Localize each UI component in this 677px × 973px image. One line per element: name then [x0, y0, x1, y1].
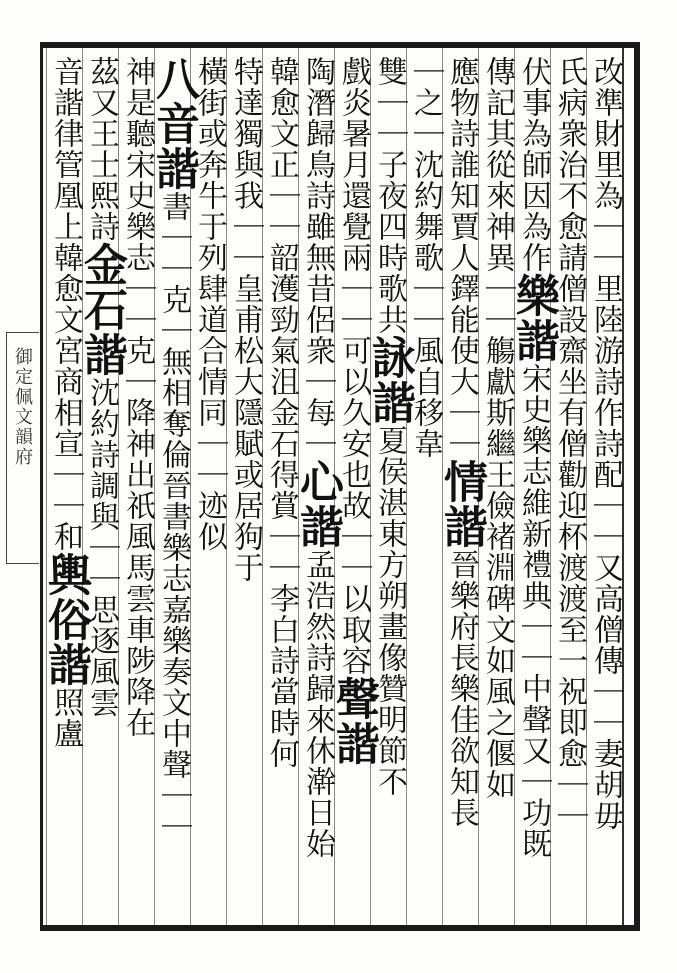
section-heading: 石: [76, 287, 127, 332]
column-text: 孟浩然詩歸來休澣日始: [300, 549, 335, 859]
text-column: [228, 56, 262, 916]
fold-margin-title: 御定佩文韻府: [12, 347, 33, 467]
section-heading: 音: [148, 101, 199, 146]
column-text: 氏病衆治不愈請僧設齋坐有僧勸迎杯渡渡至一祝即愈｜｜: [552, 56, 587, 831]
text-column: [588, 56, 622, 916]
column-text: ｜之｜沈約舞歌｜｜風自移韋: [408, 56, 443, 459]
column-text: 照盧: [48, 687, 83, 749]
section-heading: 諧: [328, 721, 379, 766]
fold-margin: [0, 42, 40, 931]
section-heading: 諧: [364, 380, 415, 425]
column-text: 傳記其從來神異｜｜觴獻斯繼王儉褚淵碑文如風之偃如: [480, 56, 515, 800]
section-heading: 輿: [40, 552, 91, 597]
text-column: [552, 56, 586, 916]
section-heading: 諧: [148, 146, 199, 191]
bottom-frame-rule: [40, 925, 640, 931]
section-heading: 諧: [508, 318, 559, 363]
text-column: [292, 56, 343, 916]
column-text: 韓愈文正｜｜韶濩勁氣沮金石: [264, 56, 299, 459]
column-text: 宋史樂志維新禮典｜｜中聲又｜功既: [516, 363, 551, 859]
column-text: 應物詩誰知賈人鐸能使大｜｜: [444, 56, 479, 459]
column-text: 戲炎暑月還覺兩｜｜可以久安也故｜｜以取容: [336, 56, 371, 676]
section-heading: 諧: [436, 504, 487, 549]
column-text: 夏侯湛東方朔畫像贊明節不: [372, 425, 407, 797]
column-text: 得賞｜｜李白詩當時何: [264, 459, 299, 769]
column-text: 雙｜｜子夜四時歌共: [372, 56, 407, 335]
text-column: [508, 56, 559, 916]
text-column: [436, 56, 487, 916]
section-heading: 諧: [76, 332, 127, 377]
column-text: 陶潛歸鳥詩雖無昔侶衆｜每｜: [300, 56, 335, 459]
section-heading: 八: [148, 56, 199, 101]
section-heading: 心: [292, 459, 343, 504]
column-rule: [46, 48, 47, 925]
column-text: 改準財里為｜｜里陸游詩作詩配｜｜又高僧傳｜｜妻胡毋: [588, 56, 623, 831]
section-heading: 詠: [364, 335, 415, 380]
text-column: [264, 56, 298, 916]
column-text: 音諧律管凰: [48, 56, 83, 211]
section-heading: 金: [76, 242, 127, 287]
section-heading: 聲: [328, 676, 379, 721]
text-column: [148, 56, 199, 916]
text-column: [364, 56, 415, 916]
section-heading: 樂: [508, 273, 559, 318]
column-text: 上韓愈文宮商相宣｜｜和: [48, 211, 83, 552]
section-heading: 諧: [40, 642, 91, 687]
text-column: [76, 56, 127, 916]
column-text: 沈約詩調與｜｜思逐風雲: [84, 377, 119, 718]
left-frame-rule: [40, 42, 43, 931]
column-text: 伏事為師因為作: [516, 56, 551, 273]
section-heading: 俗: [40, 597, 91, 642]
text-column: [408, 56, 442, 916]
section-heading: 情: [436, 459, 487, 504]
column-text: 茲又王士熙詩: [84, 56, 119, 242]
column-text: 橫街或奔牛于列肆道合情同｜｜迹似: [192, 56, 227, 552]
section-heading: 諧: [292, 504, 343, 549]
column-text: 神是聽宋史樂志｜｜克｜降神出祇風馬雲車陟降在: [120, 56, 155, 738]
right-frame-rule: [634, 42, 640, 931]
text-column: [40, 56, 91, 916]
text-column: [120, 56, 154, 916]
column-text: 書｜｜克｜無相奪倫晉書樂志嘉樂奏文中聲｜｜: [156, 191, 191, 842]
column-text: 晉樂府長樂佳欲知長: [444, 549, 479, 828]
column-text: 特達獨與我｜｜皇甫松大隱賦或居狗于: [228, 56, 263, 583]
